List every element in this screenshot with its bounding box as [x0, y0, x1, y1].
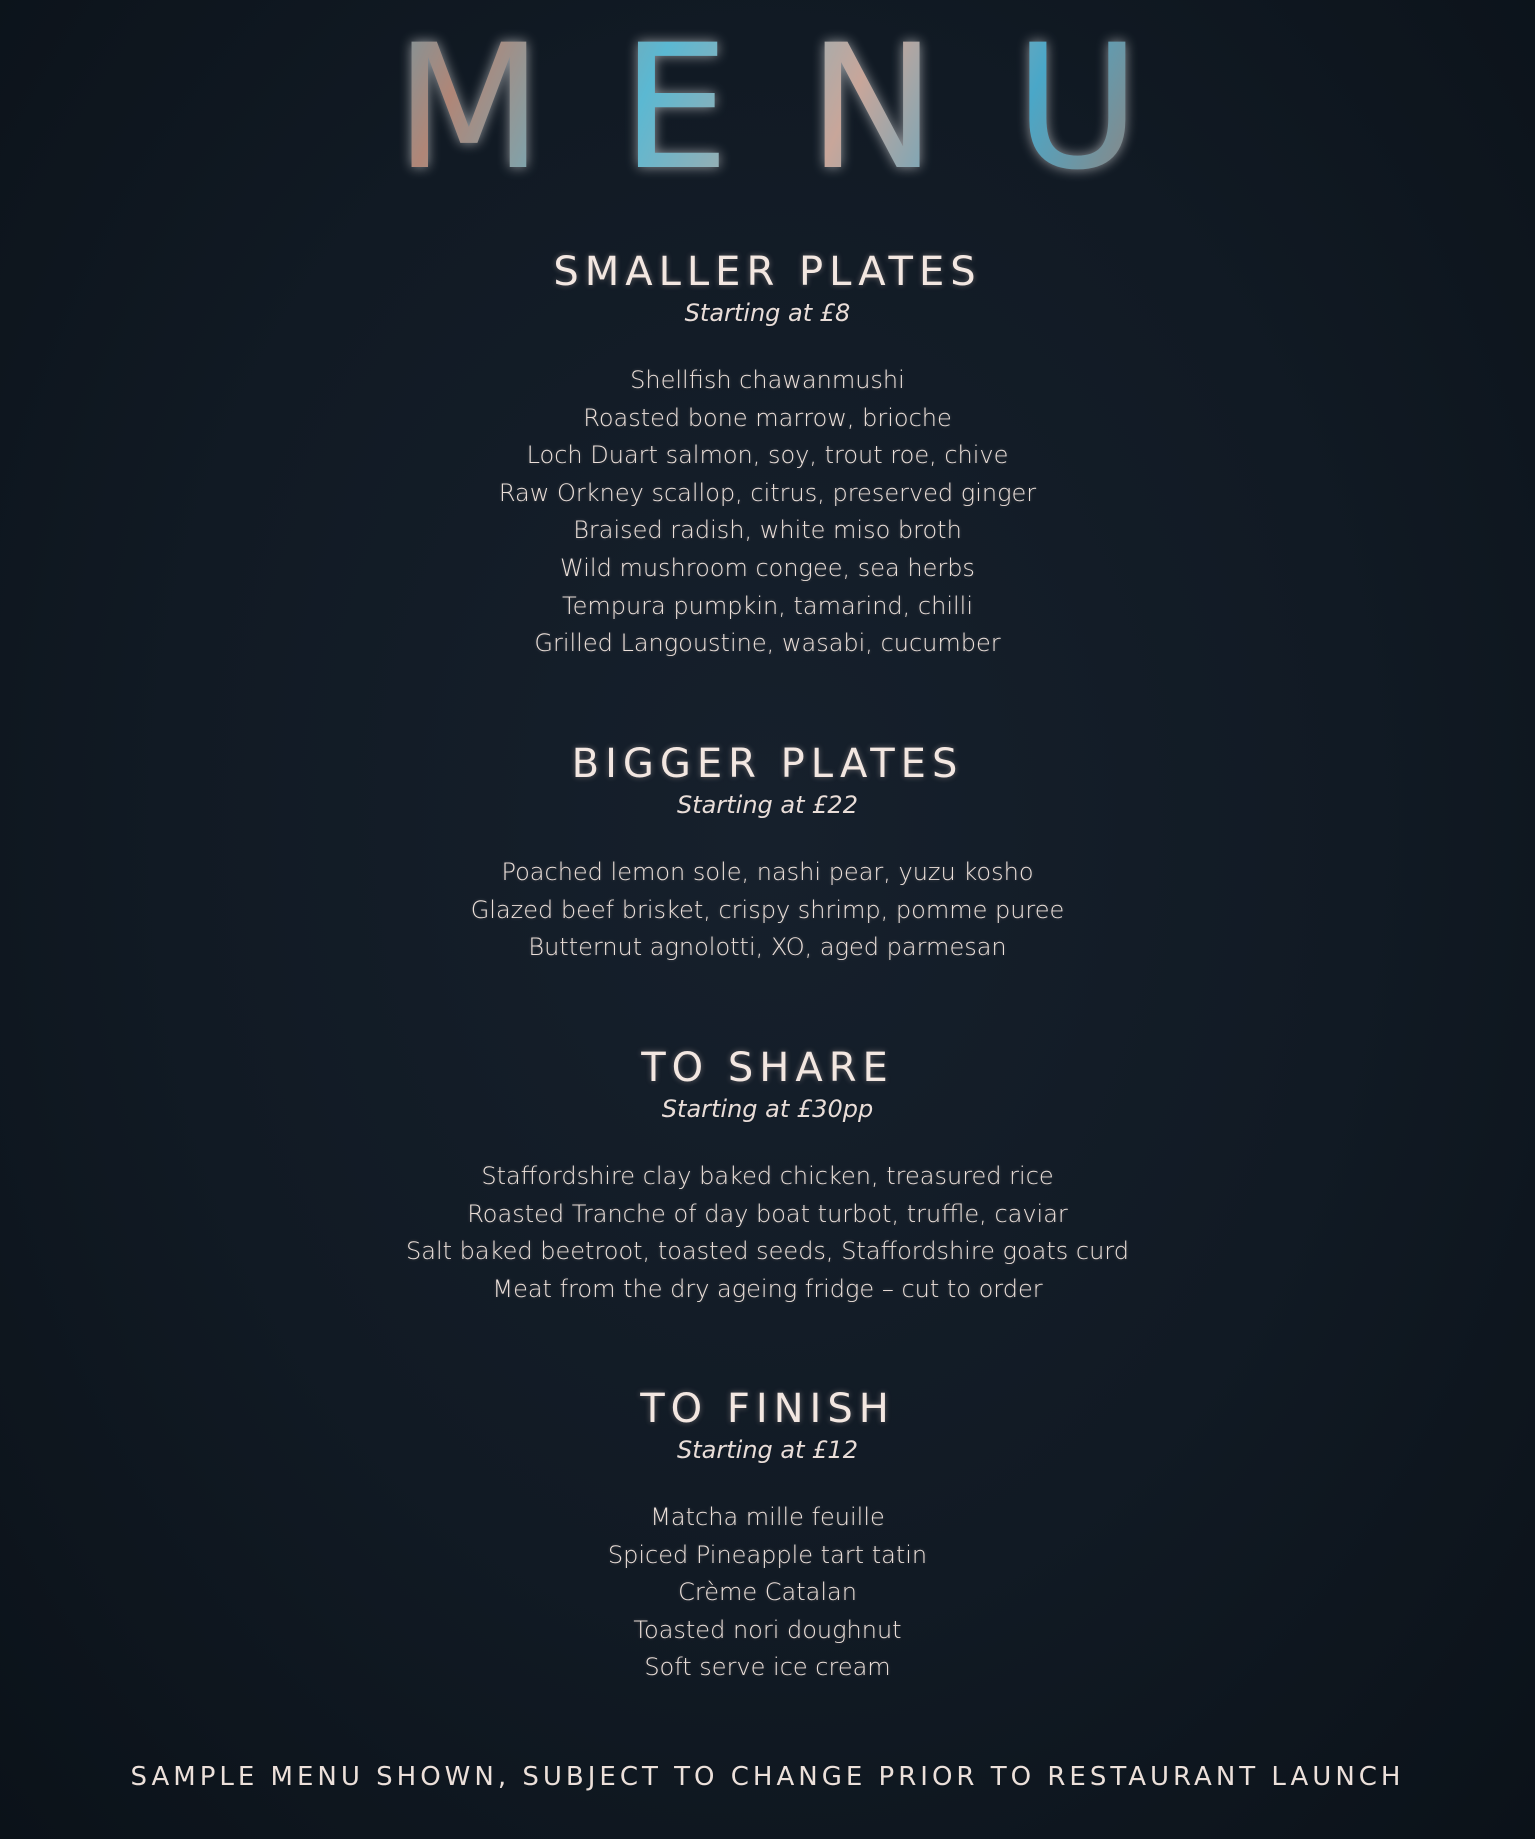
menu-item: Glazed beef brisket, crispy shrimp, pomme puree	[470, 895, 1065, 924]
section-price: Starting at £8	[684, 299, 851, 327]
menu-item: Tempura pumpkin, tamarind, chilli	[562, 591, 973, 620]
menu-item: Toasted nori doughnut	[633, 1615, 902, 1644]
section-price: Starting at £12	[677, 1436, 858, 1464]
section-price: Starting at £22	[677, 791, 858, 819]
menu-item: Roasted bone marrow, brioche	[583, 403, 952, 432]
section-bigger-plates	[0, 740, 1535, 967]
menu-item: Crème Catalan	[678, 1578, 857, 1607]
item-list	[0, 854, 1535, 967]
menu-item: Soft serve ice cream	[644, 1653, 891, 1682]
menu-item: Staffordshire clay baked chicken, treasured rice	[481, 1162, 1054, 1190]
menu-item: Loch Duart salmon, soy, trout roe, chive	[526, 441, 1009, 470]
menu-item: Poached lemon sole, nashi pear, yuzu kosho	[501, 858, 1034, 886]
section-to-share	[0, 1044, 1535, 1308]
item-list	[0, 1499, 1535, 1687]
menu-item: Grilled Langoustine, wasabi, cucumber	[534, 629, 1001, 658]
section-heading: TO SHARE	[641, 1045, 894, 1091]
menu-item: Shellfish chawanmushi	[630, 366, 905, 394]
menu-item: Meat from the dry ageing fridge – cut to order	[492, 1274, 1043, 1303]
menu-item: Matcha mille feuille	[650, 1503, 885, 1531]
section-to-finish	[0, 1385, 1535, 1687]
menu-item: Salt baked beetroot, toasted seeds, Staffordshire goats curd	[406, 1237, 1129, 1266]
menu-item: Braised radish, white miso broth	[573, 516, 962, 545]
section-heading: BIGGER PLATES	[571, 741, 964, 787]
item-list	[0, 1158, 1535, 1308]
section-heading: SMALLER PLATES	[553, 249, 982, 295]
menu-item: Roasted Tranche of day boat turbot, truffle, caviar	[467, 1199, 1068, 1228]
menu-item: Wild mushroom congee, sea herbs	[560, 553, 975, 582]
section-price: Starting at £30pp	[661, 1095, 874, 1123]
menu-item: Raw Orkney scallop, citrus, preserved ginger	[498, 478, 1037, 507]
menu-item: Butternut agnolotti, XO, aged parmesan	[528, 933, 1007, 962]
disclaimer-footer: SAMPLE MENU SHOWN, SUBJECT TO CHANGE PRIOR TO RESTAURANT LAUNCH	[130, 1762, 1405, 1792]
section-smaller-plates	[0, 248, 1535, 663]
item-list	[0, 362, 1535, 663]
menu-item: Spiced Pineapple tart tatin	[607, 1540, 928, 1569]
menu-title: MENU	[0, 22, 1535, 194]
section-heading: TO FINISH	[640, 1386, 895, 1432]
